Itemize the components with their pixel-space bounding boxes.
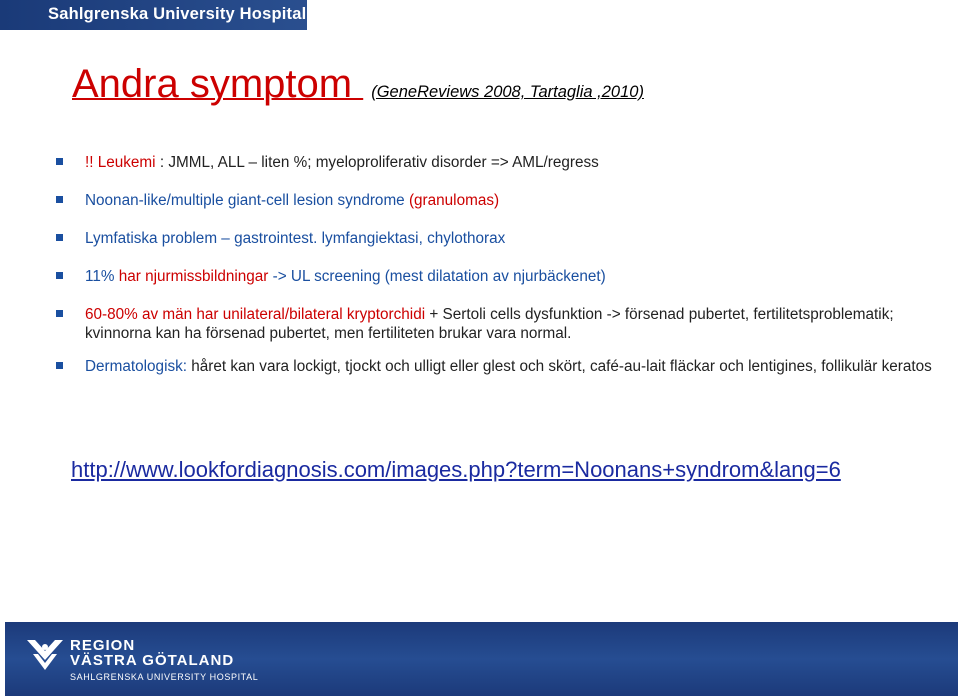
title-reference: (GeneReviews 2008, Tartaglia ,2010) xyxy=(371,83,644,101)
footer-region-line-2: VÄSTRA GÖTALAND xyxy=(70,652,235,669)
footer-region-line-1: REGION xyxy=(70,637,136,654)
bullet-text: – gastrointest. lymfangiektasi, chylothorax xyxy=(217,230,506,247)
bullet-prefix: !! xyxy=(85,154,94,171)
bullet-text: : JMML, ALL – liten %; myeloproliferativ disorder => AML/regress xyxy=(155,154,599,171)
footer-hospital: SAHLGRENSKA UNIVERSITY HOSPITAL xyxy=(70,672,259,682)
bullet-marker xyxy=(56,234,63,241)
footer-brand xyxy=(70,638,258,682)
bullet-term: har njurmissbildningar xyxy=(118,268,269,285)
bullet-term: Lymfatiska problem xyxy=(85,230,218,247)
bullet-marker xyxy=(56,362,63,369)
bullet-leukemi xyxy=(52,153,932,172)
bullet-lymfatiska xyxy=(52,229,932,248)
bullet-marker xyxy=(56,272,63,279)
bullet-dermatologisk xyxy=(52,357,932,376)
footer-bar xyxy=(5,622,958,696)
bullet-marker xyxy=(56,310,63,317)
bullet-percent: 11% xyxy=(85,268,119,285)
bullet-text: + Sertoli cells dysfunktion -> försenad pubertet, fertilitetsproblematik; kvinnorna kan ha försenad pubertet, men fertiliteten brukar vara normal. xyxy=(85,306,894,342)
bullet-term: Noonan-like/multiple giant-cell lesion syndrome xyxy=(85,192,409,209)
lookfordiagnosis-link[interactable]: http://www.lookfordiagnosis.com/images.php?term=Noonans+syndrom&lang=6 xyxy=(71,457,841,482)
bullet-giant-cell xyxy=(52,191,932,210)
header-bar xyxy=(0,0,307,30)
title-main: Andra symptom xyxy=(72,62,364,106)
bullet-marker xyxy=(56,158,63,165)
bullet-njur xyxy=(52,267,932,286)
region-vastra-gotaland-logo-icon xyxy=(25,634,65,676)
bullet-term: Dermatologisk: xyxy=(85,358,188,375)
bullet-kryptorchidi xyxy=(52,305,932,343)
bullet-text: håret kan vara lockigt, tjockt och ulligt eller glest och skört, café-au-lait fläckar och lentigines, follikulär keratos xyxy=(187,358,932,375)
bullet-term: 60-80% av män har unilateral/bilateral kryptorchidi xyxy=(85,306,426,323)
bullet-list xyxy=(52,153,932,376)
slide-title xyxy=(72,62,644,107)
hospital-name: Sahlgrenska University Hospital xyxy=(48,5,307,23)
bullet-term: Leukemi xyxy=(97,154,156,171)
bullet-marker xyxy=(56,196,63,203)
bullet-text: -> UL screening (mest dilatation av njurbäckenet) xyxy=(268,268,606,285)
bullet-text: (granulomas) xyxy=(408,192,500,209)
